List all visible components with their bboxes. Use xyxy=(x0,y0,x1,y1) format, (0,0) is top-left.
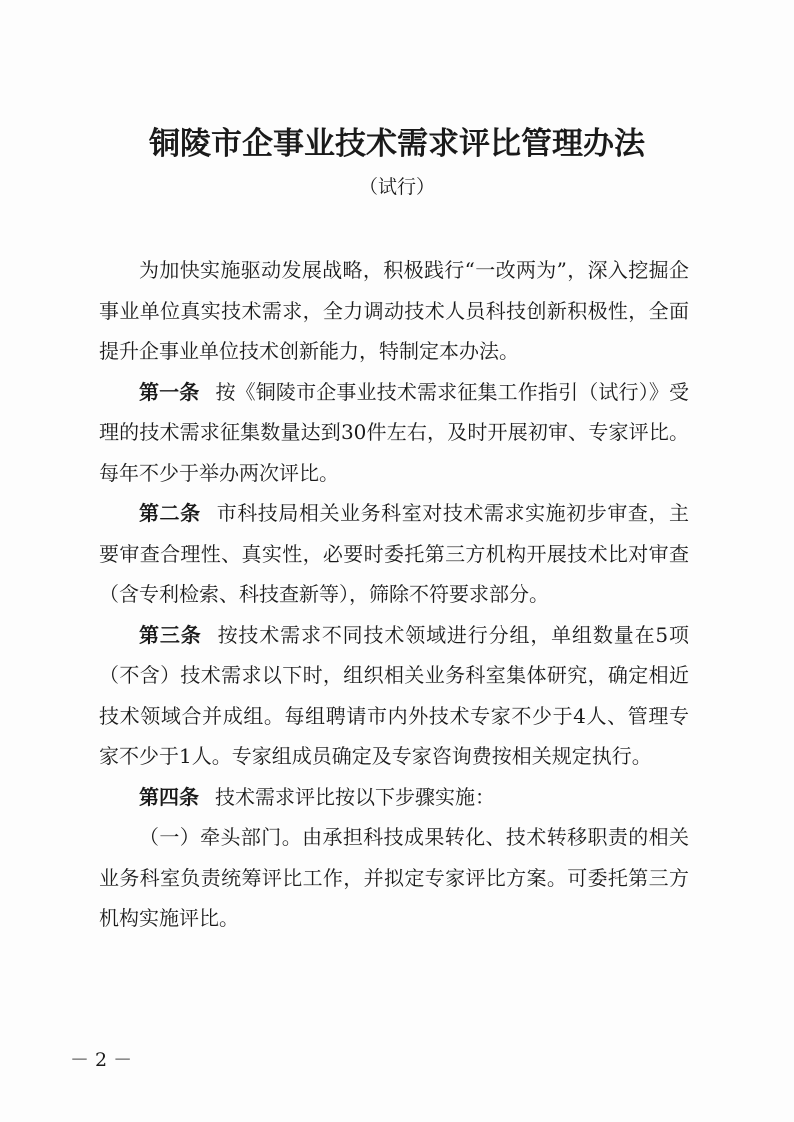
paragraph-article-4 xyxy=(99,777,689,818)
paragraph-article-3 xyxy=(99,615,689,777)
article-label: 第一条 xyxy=(139,379,200,404)
paragraph-text: 为加快实施驱动发展战略，积极践行“一改两为”，深入挖掘企事业单位真实技术需求，全力调动技术人员科技创新积极性，全面提升企事业单位技术创新能力，特制定本办法。 xyxy=(99,258,689,363)
paragraph-text: 按技术需求不同技术领域进行分组，单组数量在5项（不含）技术需求以下时，组织相关业务科室集体研究，确定相近技术领域合并成组。每组聘请市内外技术专家不少于4人、管理专家不少于1人。专家组成员确定及专家咨询费按相关规定执行。 xyxy=(99,622,690,768)
paragraph-article-2 xyxy=(99,493,689,615)
paragraph-text: 技术需求评比按以下步骤实施： xyxy=(215,784,495,809)
document-subtitle: （试行） xyxy=(358,176,435,198)
document-body xyxy=(99,250,689,939)
document-title: 铜陵市企事业技术需求评比管理办法 xyxy=(149,126,645,162)
paragraph-text: （一）牵头部门。由承担科技成果转化、技术转移职责的相关业务科室负责统筹评比工作，并拟定专家评比方案。可委托第三方机构实施评比。 xyxy=(99,825,689,930)
article-label: 第四条 xyxy=(139,784,199,809)
paragraph-text: 市科技局相关业务科室对技术需求实施初步审查，主要审查合理性、真实性，必要时委托第三方机构开展技术比对审查（含专利检索、科技查新等），筛除不符要求部分。 xyxy=(99,501,690,606)
paragraph-text: 按《铜陵市企事业技术需求征集工作指引（试行）》受理的技术需求征集数量达到30件左右，及时开展初审、专家评比。每年不少于举办两次评比。 xyxy=(99,379,690,485)
paragraph-article-1 xyxy=(99,372,689,494)
article-label: 第二条 xyxy=(139,501,201,525)
page-number: － 2 － xyxy=(70,1049,133,1071)
article-label: 第三条 xyxy=(139,622,202,647)
paragraph-step-1 xyxy=(99,817,689,939)
paragraph-preamble xyxy=(99,250,689,372)
